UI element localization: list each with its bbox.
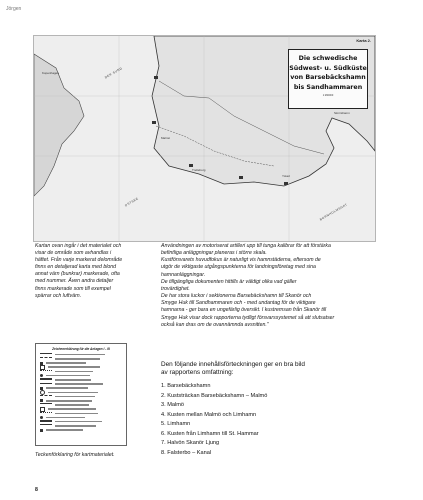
dotted-line-icon [40, 412, 52, 415]
page-tag: Jörgen [6, 6, 22, 12]
line-symbol-icon [40, 424, 52, 427]
toc-item: 2. Kuststräckan Barsebäckshamn – Malmö [161, 392, 268, 399]
page-number: 8 [35, 487, 38, 493]
dashed-line-icon [40, 357, 52, 360]
legend-text-bar [55, 354, 105, 356]
line-symbol-icon [40, 353, 52, 356]
map-figure [33, 35, 376, 242]
toc-item: 8. Falsterbo – Kanal [161, 449, 212, 456]
legend-text-bar [55, 421, 102, 423]
legend-row [40, 382, 122, 385]
map-title-line: von Barsebäckshamn [290, 74, 366, 81]
legend-row [40, 353, 122, 356]
legend-text-bar [46, 387, 88, 389]
place-label: Simrishamn [334, 111, 350, 115]
bunker-icon [40, 429, 43, 432]
toc-intro [161, 361, 361, 377]
caption-line: visar de område som avhandlas i [35, 250, 112, 257]
map-title-line: Südwest- u. Südküste [289, 64, 367, 72]
dotted-line-icon [40, 370, 52, 373]
legend-text-bar [55, 358, 100, 360]
legend-text-bar [55, 413, 98, 415]
caption-line: finns en detaljerad karta med blond [35, 264, 117, 271]
map-title-line: Die schwedische [298, 55, 358, 62]
table-of-contents [161, 382, 267, 458]
caption-line: häftet. Från varje markerat delområde [35, 257, 123, 264]
intro-line: Kustförsvarets huvudfokus är naturligt vis hamnstäderna, eftersom de [161, 257, 321, 264]
legend-row [40, 420, 122, 423]
toc-item: 1. Barsebäckshamn [161, 383, 211, 389]
intro-line: Användningen av motoriserat artilleri upp till tunga kalibrar för att förstärka [161, 243, 331, 249]
intro-line: Smyge Huk visar dock rapporterna tydligt försvarssystemet så att slutsatser [161, 314, 335, 321]
gun-icon [40, 374, 43, 377]
legend-text-bar [48, 392, 98, 394]
legend-text-bar [48, 408, 96, 410]
caption-line: annat värn (bunkrar) markerade, ofta [35, 271, 120, 278]
legend-text-bar [46, 375, 90, 377]
intro-line: utgör de viktigaste utgångspunkterna för landningsföretag med sina [161, 264, 316, 271]
legend-row [40, 399, 122, 402]
place-label: Kopenhagen [42, 71, 60, 75]
intro-line: befintliga anläggningar planeras i större skala. [161, 250, 267, 257]
legend-text-bar [48, 366, 100, 368]
place-label: Trelleborg [192, 168, 206, 172]
toc-item: 7. Halvön Skanör Ljung [161, 440, 220, 446]
intro-line: De har stora luckor i sektionerna Barsebäckshamn till Skanör och [161, 293, 312, 300]
legend-row [40, 361, 122, 364]
legend-row [40, 374, 122, 377]
intro-text [161, 243, 387, 329]
place-label: Malmö [161, 136, 171, 140]
line-symbol-icon [40, 383, 52, 386]
caption-line: med nummer. Även andra detaljer [35, 278, 114, 285]
sea-label: OSTSEE [124, 196, 140, 208]
intro-line: Smyge Huk till Sandhammaren och - med undantag för de viktigare [161, 300, 316, 307]
legend-text-bar [55, 371, 93, 373]
legend-row [40, 412, 122, 415]
legend-row [40, 378, 122, 381]
toc-item: 6. Kusten från Limhamn till St. Hammar [161, 430, 259, 437]
intro-line: hamnarna - ger bara en ungefärlig översikt. I kustremsan från Skanör till [161, 307, 327, 314]
legend-row [40, 416, 122, 419]
legend-title: Zeichenerklärung für die Anlagen I - III [52, 347, 110, 351]
legend-row [40, 403, 122, 406]
map-number: Karta 2. [356, 38, 371, 43]
legend-text-bar [55, 379, 91, 381]
legend-row [40, 391, 122, 394]
place-label: Ystad [282, 174, 290, 178]
caption-line: finns markerade som till exempel [35, 285, 111, 292]
legend-row [40, 395, 122, 398]
legend-text-bar [46, 362, 86, 364]
legend-text-bar [55, 396, 95, 398]
legend-text-bar [55, 425, 96, 427]
caption-line: spärrar och luftvärn. [35, 292, 82, 299]
caption-line: Kartan ovan ingår i det materialet och [35, 243, 122, 249]
toc-item: 4. Kusten mellan Malmö och Limhamn [161, 411, 257, 418]
intro-line: hamnanläggningar. [161, 271, 206, 278]
toc-item: 5. Limhamn [161, 421, 191, 427]
legend-row [40, 428, 122, 431]
legend-text-bar [46, 417, 85, 419]
legend-row [40, 366, 122, 369]
sea-label: BORNHOLMSGAT [319, 202, 349, 222]
legend-row [40, 424, 122, 427]
legend-row [40, 357, 122, 360]
map-title-line: bis Sandhammaren [293, 83, 363, 91]
dashed-line-icon [40, 395, 52, 398]
legend-text-bar [46, 400, 92, 402]
legend-text-bar [55, 383, 103, 385]
legend-caption: Teckenförklaring för kartmaterialet. [35, 452, 115, 458]
map-title-box [288, 49, 368, 109]
legend-row [40, 407, 122, 410]
barrier-icon [40, 420, 52, 424]
intro-line: De tillgängliga dokumenten hittills är väldigt olika vad gäller [161, 278, 297, 285]
toc-intro-line: av rapportens omfattning: [161, 369, 234, 376]
sea-label: DER SUND [104, 66, 124, 80]
barrier-icon [40, 378, 52, 382]
legend-image [35, 343, 127, 446]
map-scale: 1:260000 [322, 94, 334, 97]
gun-icon [40, 416, 43, 419]
legend-text-bar [46, 429, 83, 431]
intro-line: trovärdighet. [161, 285, 190, 292]
toc-intro-line: Den följande innehållsförteckningen ger en bra bild [161, 361, 305, 368]
toc-item: 3. Malmö [161, 402, 185, 408]
legend-row [40, 370, 122, 373]
map-caption [35, 243, 158, 300]
intro-line: också kan dras om de ovannämnda avsnitten." [161, 321, 269, 328]
bunker-icon [40, 399, 43, 402]
legend-row [40, 387, 122, 390]
legend-text-bar [55, 404, 89, 406]
